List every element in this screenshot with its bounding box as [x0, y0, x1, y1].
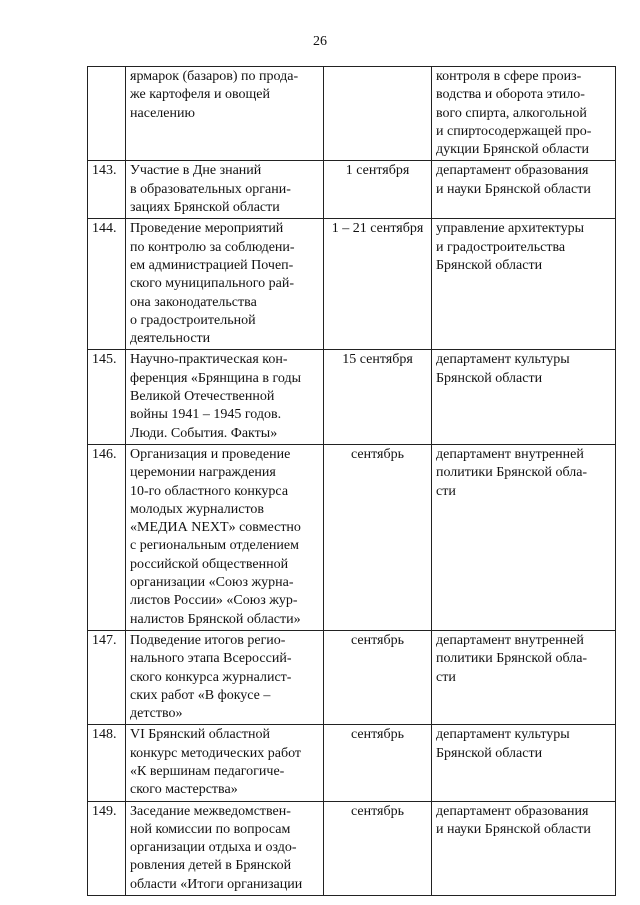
responsible-cell [432, 725, 616, 801]
events-table-body [88, 67, 616, 896]
responsible-text-line: сти [436, 669, 456, 685]
row-number: 148. [88, 725, 126, 801]
responsible-text-line: контроля в сфере произ- [436, 69, 582, 84]
responsible-text-line: политики Брянской обла- [436, 465, 588, 481]
event-text-line: ярмарок (базаров) по прода- [130, 69, 299, 84]
responsible-cell [432, 161, 616, 219]
table-row [88, 219, 616, 350]
event-cell [126, 801, 324, 895]
responsible-text-line: Брянской области [436, 745, 543, 761]
table-row [88, 444, 616, 630]
event-text-line: ских работ «В фокусе – [130, 687, 271, 703]
events-table [87, 66, 616, 896]
responsible-text-line: дукции Брянской области [436, 142, 589, 158]
event-text-line: организации «Союз журна- [130, 575, 294, 591]
row-number: 144. [88, 219, 126, 350]
date-cell: сентябрь [324, 801, 432, 895]
responsible-cell [432, 801, 616, 895]
row-number: 147. [88, 630, 126, 724]
responsible-text-line: вого спирта, алкогольной [436, 105, 587, 121]
responsible-text-line: департамент культуры [436, 727, 570, 743]
responsible-cell [432, 350, 616, 444]
responsible-text-line: Брянской области [436, 370, 543, 386]
event-text-line: Заседание межведомствен- [130, 803, 291, 819]
responsible-cell [432, 630, 616, 724]
table-row [88, 801, 616, 895]
row-number: 143. [88, 161, 126, 219]
event-cell [126, 725, 324, 801]
event-text-line: с региональным отделением [130, 538, 299, 554]
event-text-line: ференция «Брянщина в годы [130, 370, 301, 386]
event-text-line: нального этапа Всероссий- [130, 651, 292, 667]
responsible-cell [432, 444, 616, 630]
event-text-line: российской общественной [130, 556, 289, 572]
date-cell: сентябрь [324, 444, 432, 630]
event-text-line: ем администрацией Почеп- [130, 257, 294, 273]
event-text-line: листов России» «Союз жур- [130, 593, 298, 609]
date-cell: 1 – 21 сентября [324, 219, 432, 350]
event-text-line: конкурс методических работ [130, 745, 302, 761]
event-text-line: организации отдыха и оздо- [130, 840, 297, 856]
event-text-line: Организация и проведение [130, 446, 291, 462]
event-text-line: населению [130, 105, 195, 121]
row-number [88, 67, 126, 161]
responsible-text-line: департамент внутренней [436, 632, 584, 648]
event-text-line: Люди. События. Факты» [130, 425, 278, 441]
row-number: 146. [88, 444, 126, 630]
table-row [88, 350, 616, 444]
event-text-line: ровления детей в Брянской [130, 858, 292, 874]
date-cell: сентябрь [324, 630, 432, 724]
event-text-line: ского мастерства» [130, 782, 238, 798]
event-text-line: войны 1941 – 1945 годов. [130, 407, 282, 423]
date-cell: 1 сентября [324, 161, 432, 219]
responsible-text-line: политики Брянской обла- [436, 651, 588, 667]
responsible-cell [432, 67, 616, 161]
date-cell: сентябрь [324, 725, 432, 801]
responsible-text-line: департамент образования [436, 163, 589, 179]
event-text-line: о градостроительной [130, 312, 256, 328]
event-text-line: в образовательных органи- [130, 181, 291, 197]
event-text-line: она законодательства [130, 294, 257, 310]
table-row [88, 161, 616, 219]
event-cell [126, 67, 324, 161]
responsible-text-line: сти [436, 483, 456, 499]
event-text-line: ной комиссии по вопросам [130, 821, 291, 837]
table-row [88, 67, 616, 161]
event-text-line: деятельности [130, 331, 211, 347]
event-text-line: Научно-практическая кон- [130, 352, 288, 368]
event-text-line: молодых журналистов [130, 501, 265, 517]
event-cell [126, 219, 324, 350]
event-cell [126, 161, 324, 219]
event-text-line: Проведение мероприятий [130, 221, 284, 237]
responsible-text-line: департамент культуры [436, 352, 570, 368]
event-text-line: церемонии награждения [130, 465, 276, 481]
event-cell [126, 350, 324, 444]
table-row [88, 725, 616, 801]
responsible-text-line: департамент образования [436, 803, 589, 819]
event-text-line: по контролю за соблюдени- [130, 239, 295, 255]
event-text-line: детство» [130, 706, 183, 722]
responsible-text-line: и науки Брянской области [436, 181, 591, 197]
event-text-line: области «Итоги организации [130, 876, 303, 892]
page-number: 26 [313, 34, 327, 49]
event-text-line: «МЕДИА NEXT» совместно [130, 520, 301, 536]
event-text-line: «К вершинам педагогиче- [130, 763, 285, 779]
row-number: 149. [88, 801, 126, 895]
responsible-text-line: и спиртосодержащей про- [436, 123, 592, 139]
event-text-line: 10-го областного конкурса [130, 483, 289, 499]
responsible-text-line: и градостроительства [436, 239, 566, 255]
responsible-text-line: водства и оборота этило- [436, 87, 585, 103]
responsible-text-line: Брянской области [436, 257, 543, 273]
event-text-line: зациях Брянской области [130, 200, 280, 216]
event-text-line: Подведение итогов регио- [130, 632, 286, 648]
responsible-text-line: управление архитектуры [436, 221, 585, 237]
event-text-line: же картофеля и овощей [130, 87, 270, 103]
responsible-text-line: департамент внутренней [436, 446, 584, 462]
date-cell: 15 сентября [324, 350, 432, 444]
event-text-line: ского муниципального рай- [130, 276, 294, 292]
responsible-cell [432, 219, 616, 350]
event-text-line: VI Брянский областной [130, 727, 271, 743]
event-text-line: Участие в Дне знаний [130, 163, 262, 179]
event-text-line: Великой Отечественной [130, 389, 275, 405]
date-cell [324, 67, 432, 161]
event-text-line: налистов Брянской области» [130, 611, 301, 627]
event-cell [126, 444, 324, 630]
responsible-text-line: и науки Брянской области [436, 821, 591, 837]
event-text-line: ского конкурса журналист- [130, 669, 292, 685]
row-number: 145. [88, 350, 126, 444]
event-cell [126, 630, 324, 724]
table-row [88, 630, 616, 724]
